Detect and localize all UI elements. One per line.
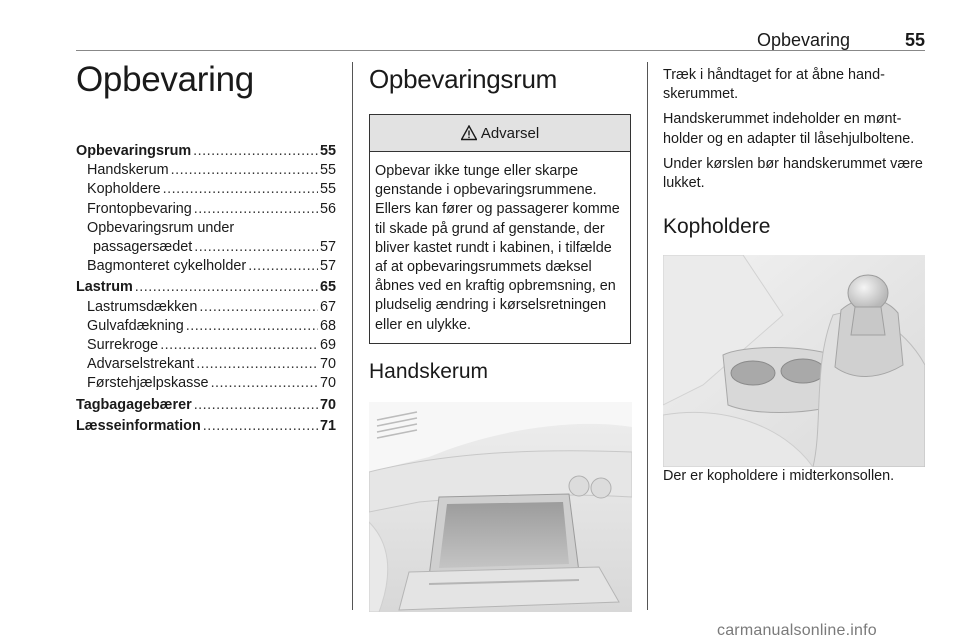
page-number: 55 — [904, 30, 925, 50]
warning-header — [370, 115, 630, 152]
header-rule — [76, 50, 925, 51]
toc-column — [76, 58, 336, 436]
toc-entry-label: Handskerum — [87, 162, 169, 179]
toc-entry-label: Opbevaringsrum — [76, 143, 192, 159]
cupholder-title: Kopholdere — [663, 215, 771, 239]
toc-leader — [196, 355, 318, 374]
toc-leader — [194, 396, 318, 415]
cupholder-caption: Der er kopholdere i midterkonsollen. — [663, 468, 895, 485]
toc-leader — [211, 374, 318, 393]
column-divider-2 — [647, 62, 648, 610]
column-divider-1 — [352, 62, 353, 610]
toc-leader — [199, 298, 318, 317]
toc-entry[interactable] — [76, 142, 336, 161]
toc-entry-page: 55 — [319, 143, 336, 159]
toc-entry-page: 65 — [319, 279, 336, 296]
glovebox-illustration — [369, 402, 632, 612]
toc-entry[interactable] — [76, 278, 336, 297]
toc-leader — [194, 238, 318, 257]
glovebox-title: Handskerum — [369, 359, 489, 383]
toc-leader — [171, 161, 318, 180]
toc-entry-page: 70 — [319, 356, 336, 373]
toc-entry-label: Tagbagagebærer — [76, 396, 192, 413]
table-of-contents — [76, 142, 336, 436]
toc-entry-page: 70 — [319, 375, 336, 392]
toc-entry[interactable] — [76, 200, 336, 219]
text-column — [663, 66, 928, 492]
toc-leader — [135, 278, 318, 297]
toc-entry[interactable] — [76, 180, 336, 199]
toc-entry[interactable] — [76, 298, 336, 317]
toc-entry-page: 56 — [319, 200, 336, 217]
warning-label: Advarsel — [480, 124, 540, 142]
toc-entry-page: 68 — [319, 317, 336, 334]
toc-leader — [194, 200, 318, 219]
running-header — [76, 30, 925, 50]
running-header-title: Opbevaring — [756, 30, 850, 50]
glovebox-closed-text: Under kørslen bør handskerummet være lukket. — [663, 155, 923, 192]
toc-entry-label: Lastrumsdækken — [87, 298, 198, 315]
toc-entry-label: Advarselstrekant — [87, 356, 195, 373]
toc-entry-page: 57 — [319, 258, 336, 275]
toc-entry-label: Surrekroge — [87, 337, 159, 354]
toc-entry-label: Lastrum — [76, 279, 133, 296]
toc-entry-label: Førstehjælpskasse — [87, 375, 209, 392]
toc-entry[interactable] — [76, 238, 336, 257]
toc-entry[interactable] — [76, 257, 336, 276]
toc-leader — [160, 336, 318, 355]
cupholder-illustration — [663, 255, 925, 467]
toc-leader — [203, 417, 318, 436]
glovebox-open-text: Træk i håndtaget for at åbne handskerummet. — [663, 67, 885, 103]
toc-entry[interactable] — [76, 396, 336, 415]
toc-entry[interactable] — [76, 355, 336, 374]
toc-entry[interactable] — [76, 336, 336, 355]
toc-leader — [186, 317, 318, 336]
toc-entry[interactable] — [76, 161, 336, 180]
warning-box — [369, 114, 631, 344]
warning-text: Opbevar ikke tunge eller skarpe genstande i opbevaringsrummene. Ellers kan fører og passagerer komme til skade på grund af genstande, der bliver kastet rundt i kabinen, i tilfælde af at opbevaringsrummets dæksel åbnes ved en kraftig opbremsning, en pludselig ændring i kørselsretningen eller en ulykke. — [375, 163, 620, 333]
warning-triangle-icon — [461, 125, 477, 141]
toc-entry-page: 69 — [319, 337, 336, 354]
toc-entry-page: 57 — [319, 239, 336, 256]
toc-entry-page: 67 — [319, 298, 336, 315]
watermark-text: carmanualsonline.info — [717, 622, 877, 639]
toc-entry-page: 71 — [319, 417, 336, 434]
toc-entry-page: 70 — [319, 396, 336, 413]
toc-entry-label: Frontopbevaring — [87, 200, 192, 217]
toc-entry-label: Læsseinformation — [76, 417, 201, 434]
glovebox-contents-text: Handskerummet indeholder en møntholder og en adapter til låsehjulboltene. — [663, 111, 915, 147]
toc-entry[interactable] — [76, 317, 336, 336]
toc-leader — [163, 180, 318, 199]
toc-entry-label: Gulvafdækning — [87, 317, 184, 334]
storage-column — [369, 62, 632, 612]
toc-leader — [248, 257, 318, 276]
section-title: Opbevaringsrum — [369, 64, 557, 94]
toc-entry-label: passagersædet — [93, 239, 193, 256]
toc-entry-label-line1[interactable]: Opbevaringsrum under — [87, 219, 235, 236]
toc-entry-page: 55 — [319, 181, 336, 198]
toc-entry-label: Bagmonteret cykelholder — [87, 258, 247, 275]
toc-entry-page: 55 — [319, 162, 336, 179]
toc-leader — [193, 142, 318, 161]
toc-entry[interactable] — [76, 374, 336, 393]
toc-entry-label: Kopholdere — [87, 181, 161, 198]
toc-entry[interactable] — [76, 417, 336, 436]
chapter-title: Opbevaring — [76, 60, 254, 99]
